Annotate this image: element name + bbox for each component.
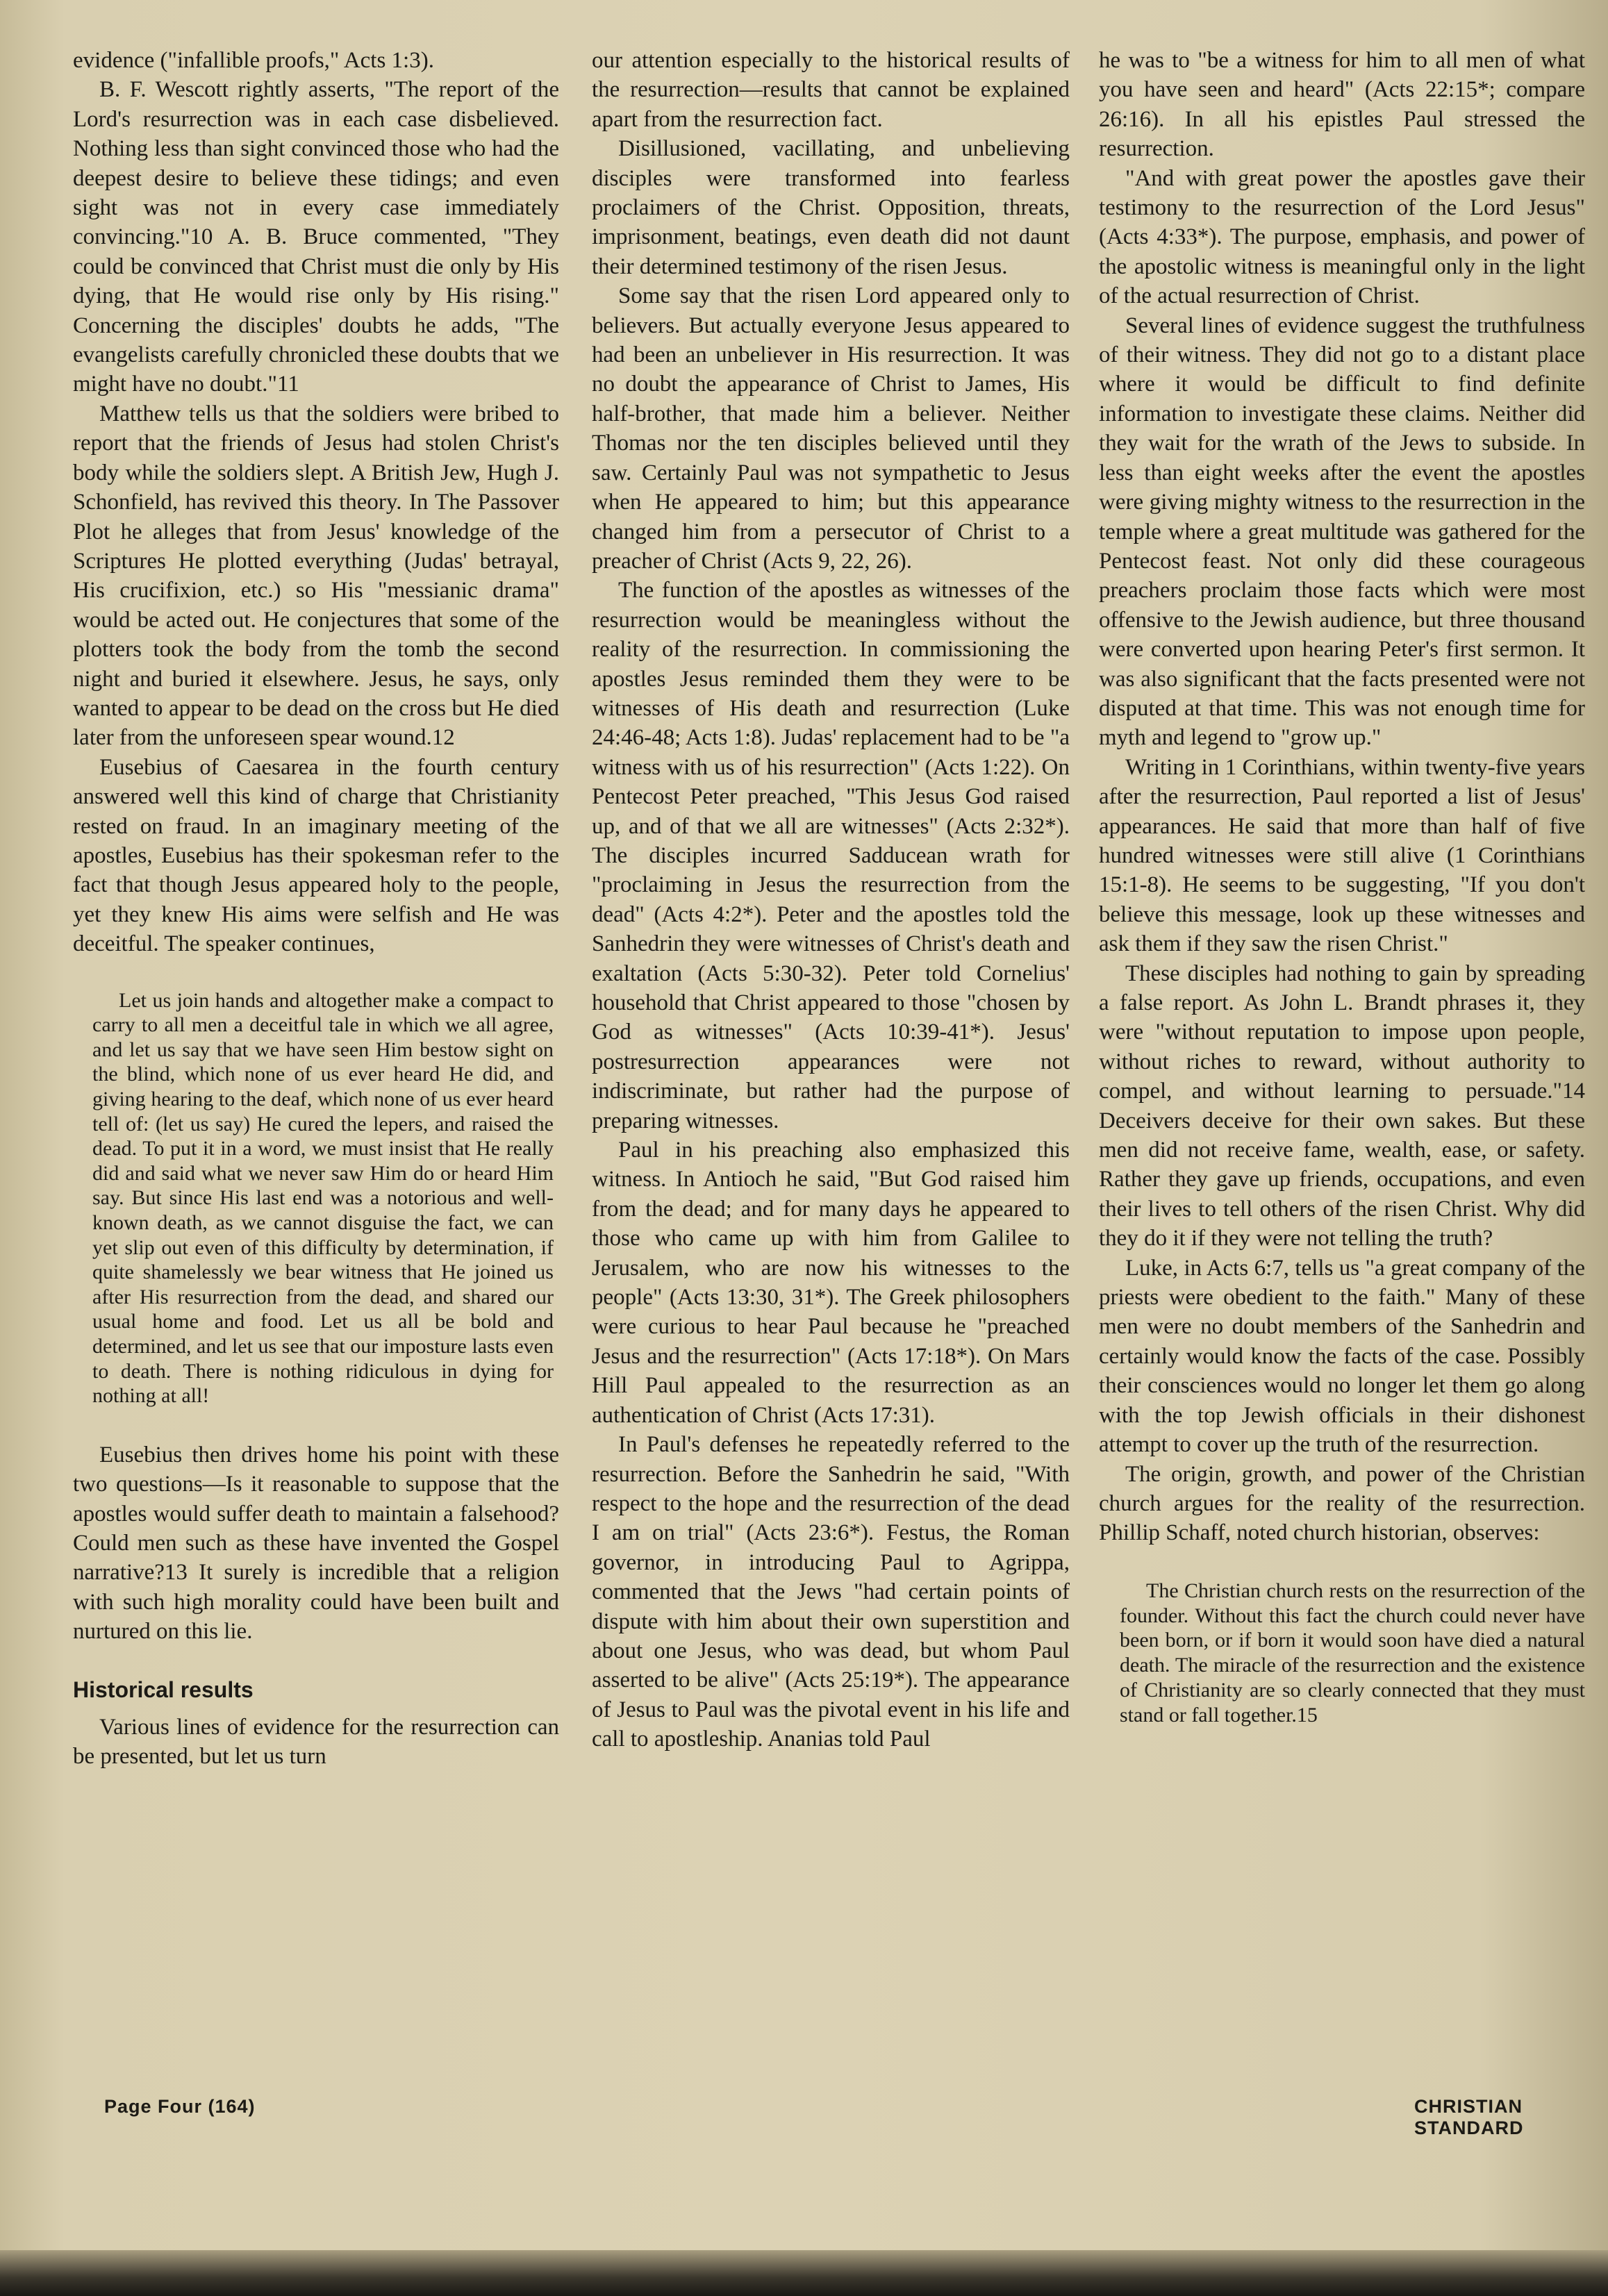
paragraph: Paul in his preaching also emphasized this witness. In Antioch he said, "But God raised him from the dead; and for many days he appeared to those who came up with him from Galilee to Jerusalem, who are now his witnesses to the people" (Acts 13:30, 31*). The Greek philosophers were curious to hear Paul because he "preached Jesus and the resurrection" (Acts 17:18*). On Mars Hill Paul appealed to the resurrection as an authentication of Christ (Acts 17:31). <box>592 1138 1070 1428</box>
paragraph: evidence ("infallible proofs," Acts 1:3). <box>73 48 434 73</box>
paragraph: In Paul's defenses he repeatedly referred to the resurrection. Before the Sanhedrin he said, "With respect to the hope and the resurrection of the dead I am on trial" (Acts 23:6*). Festus, the Roman governor, in introducing Paul to Agrippa, commented that the Jews "had certain points of dispute with him about their own superstition and about one Jesus, who was dead, but whom Paul asserted to be alive" (Acts 25:19*). The appearance of Jesus to Paul was the pivotal event in his life and call to apostleship. Ananias told Paul <box>592 1432 1070 1752</box>
column-right <box>1099 46 1585 1728</box>
column-middle <box>592 46 1070 1754</box>
section-heading: Historical results <box>73 1677 254 1702</box>
paragraph: he was to "be a witness for him to all men of what you have seen and heard" (Acts 22:15*; compare 26:16). In all his epistles Paul stressed the resurrection. <box>1099 48 1585 162</box>
paragraph: Eusebius of Caesarea in the fourth century answered well this kind of charge that Christianity rested on fraud. In an imaginary meeting of the apostles, Eusebius has their spokesman refer to the fact that though Jesus appeared holy to the people, yet they knew His aims were selfish and He was deceitful. The speaker continues, <box>73 754 559 957</box>
column-left <box>73 46 559 1771</box>
paragraph: Matthew tells us that the soldiers were bribed to report that the friends of Jesus had stolen Christ's body while the soldiers slept. A British Jew, Hugh J. Schonfield, has revived this theory. In The Passover Plot he alleges that from Jesus' knowledge of the Scriptures He plotted everything (Judas' betrayal, His crucifixion, etc.) so His "messianic drama" would be acted out. He conjectures that some of the plotters took the body from the tomb the second night and buried it elsewhere. Jesus, he says, only wanted to appear to be dead on the cross but He died later from the unforeseen spear wound.12 <box>73 401 559 751</box>
scan-shadow <box>0 2250 1608 2296</box>
paragraph: Eusebius then drives home his point with these two questions—Is it reasonable to suppose that the apostles would suffer death to maintain a falsehood? Could men such as these have invented the Gospel narrative?13 It surely is incredible that a religion with such high morality could have been built and nurtured on this lie. <box>73 1442 559 1645</box>
paragraph: The function of the apostles as witnesses of the resurrection would be meaningless without the reality of the resurrection. In commissioning the apostles Jesus reminded them they were to be witnesses of His death and resurrection (Luke 24:46-48; Acts 1:8). Judas' replacement had to be "a witness with us of his resurrection" (Acts 1:22). On Pentecost Peter preached, "This Jesus God raised up, and of that we all are witnesses" (Acts 2:32*). The disciples incurred Sadducean wrath for "proclaiming in Jesus the resurrection from the dead" (Acts 4:2*). Peter and the apostles told the Sanhedrin they were witnesses of Christ's death and exaltation (Acts 5:30-32). Peter told Cornelius' household that Christ appeared to those "chosen by God as witnesses" (Acts 10:39-41*). Jesus' postresurrection appearances were not indiscriminate, but rather had the purpose of preparing witnesses. <box>592 578 1070 1133</box>
paragraph: Disillusioned, vacillating, and unbelieving disciples were transformed into fearless proclaimers of the Christ. Opposition, threats, imprisonment, beatings, even death did not daunt their determined testimony of the risen Jesus. <box>592 136 1070 279</box>
paragraph: These disciples had nothing to gain by spreading a false report. As John L. Brandt phrases it, they were "without reputation to impose upon people, without riches to reward, without authority to compel, and without learning to persuade."14 Deceivers deceive for their own sakes. But these men did not receive fame, wealth, ease, or safety. Rather they gave up friends, occupations, and even their lives to tell others of the risen Christ. Why did they do it if they were not telling the truth? <box>1099 960 1585 1251</box>
paragraph: B. F. Wescott rightly asserts, "The report of the Lord's resurrection was in each case disbelieved. Nothing less than sight convinced those who had the deepest desire to believe these tidings; and even sight was not in every case immediately convincing."10 A. B. Bruce commented, "They could be convinced that Christ must die only by His dying, that He would rise only by His rising." Concerning the disciples' doubts he adds, "The evangelists carefully chronicled these doubts that we might have no doubt."11 <box>73 77 559 397</box>
block-quote-schaff <box>1120 1579 1585 1728</box>
paragraph: our attention especially to the historical results of the resurrection—results that cannot be explained apart from the resurrection fact. <box>592 48 1070 132</box>
paragraph: Several lines of evidence suggest the truthfulness of their witness. They did not go to a distant place where it would be difficult to find definite information to investigate these claims. Neither did they wait for the wrath of the Jews to subside. In less than eight weeks after the event the apostles were giving mighty witness to the resurrection in the temple where a great multitude was gathered for the Pentecost feast. Not only did these courageous preachers proclaim those facts which were most offensive to the Jewish audience, but three thousand were converted upon hearing Peter's first sermon. It was also significant that the facts presented were not disputed at that time. This was not enough time for myth and legend to "grow up." <box>1099 313 1585 751</box>
paragraph: "And with great power the apostles gave their testimony to the resurrection of the Lord Jesus" (Acts 4:33*). The purpose, emphasis, and power of the apostolic witness is meaningful only in the light of the actual resurrection of Christ. <box>1099 165 1585 309</box>
paragraph: Writing in 1 Corinthians, within twenty-five years after the resurrection, Paul reported a list of Jesus' appearances. He said that more than half of five hundred witnesses were still alive (1 Corinthians 15:1-8). He seems to be suggesting, "If you don't believe this message, look up these witnesses and ask them if they saw the risen Christ." <box>1099 754 1585 957</box>
quote-text: Let us join hands and altogether make a compact to carry to all men a deceitful tale in which we all agree, and let us say that we have seen Him bestow sight on the blind, which none of us ever heard He did, and giving hearing to the deaf, which none of us ever heard tell of: (let us say) He cured the lepers, and raised the dead. To put it in a word, we must insist that He really did and said what we never saw Him do or heard Him say. But since His last end was a notorious and well-known death, as we cannot disguise the fact, we can yet slip out even of this difficulty by determination, if quite shamelessly we bear witness that He joined us after His resurrection from the dead, and shared our usual home and food. Let us all be bold and determined, and let us see that our imposture lasts even to death. There is nothing ridiculous in dying for nothing at all! <box>92 988 554 1408</box>
paragraph: The origin, growth, and power of the Christian church argues for the reality of the resurrection. Phillip Schaff, noted church historian, observes: <box>1099 1461 1585 1546</box>
quote-text: The Christian church rests on the resurrection of the founder. Without this fact the church could never have been born, or if born it would soon have died a natural death. The miracle of the resurrection and the existence of Christianity are so clearly connected that they must stand or fall together.15 <box>1120 1579 1585 1727</box>
paragraph: Some say that the risen Lord appeared only to believers. But actually everyone Jesus appeared to had been an unbeliever in His resurrection. It was no doubt the appearance of Christ to James, His half-brother, that made him a believer. Neither Thomas nor the ten disciples believed until they saw. Certainly Paul was not sympathetic to Jesus when He appeared to him; but this appearance changed him from a persecutor of Christ to a preacher of Christ (Acts 9, 22, 26). <box>592 283 1070 574</box>
paragraph: Luke, in Acts 6:7, tells us "a great company of the priests were obedient to the faith." Many of these men were no doubt members of the Sanhedrin and certainly would know the facts of the case. Possibly their consciences would no longer let them go along with the top Jewish officials in their dishonest attempt to cover up the truth of the resurrection. <box>1099 1255 1585 1458</box>
publication-name: CHRISTIAN STANDARD <box>1414 2096 1524 2138</box>
paragraph: Various lines of evidence for the resurrection can be presented, but let us turn <box>73 1714 559 1769</box>
block-quote-eusebius <box>92 988 554 1408</box>
page-number: Page Four (164) <box>104 2096 256 2117</box>
